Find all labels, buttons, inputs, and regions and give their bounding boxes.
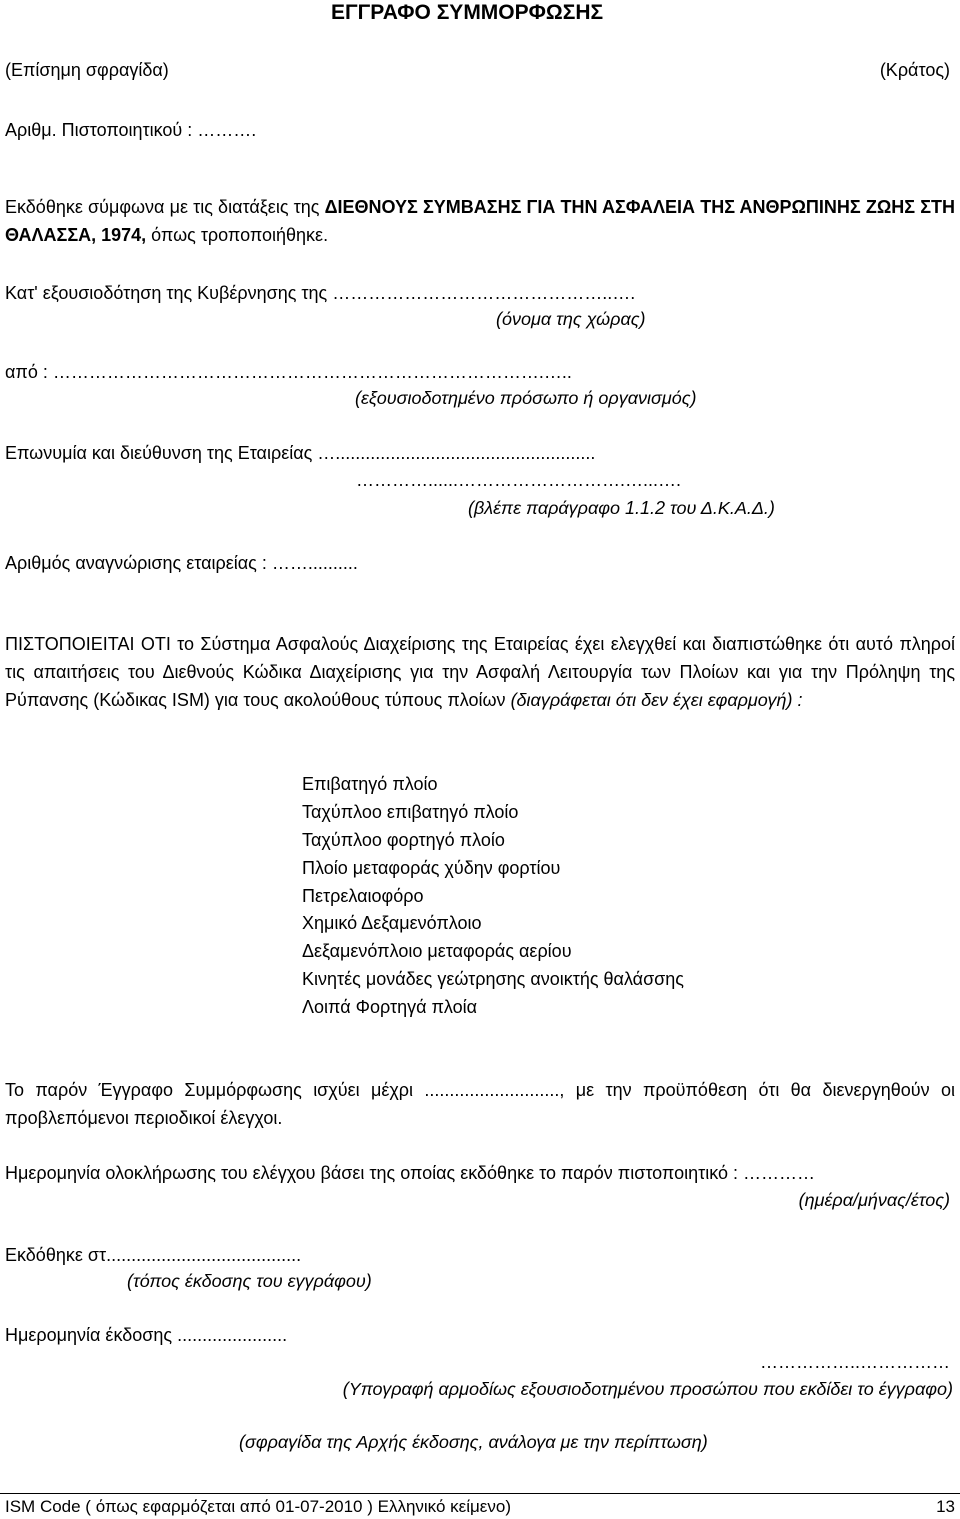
certificate-number: Αριθμ. Πιστοποιητικού : ………. [5, 120, 257, 140]
list-item: Χημικό Δεξαμενόπλοιο [302, 913, 482, 934]
issued-under-paragraph [5, 193, 955, 249]
state-label: (Κράτος) [879, 60, 950, 80]
certify-paragraph [5, 630, 955, 714]
footer-left: ISM Code ( όπως εφαρμόζεται από 01-07-2010 ) Ελληνικό κείμενο) [5, 1497, 511, 1516]
convention-name: ΔΙΕΘΝΟΥΣ ΣΥΜΒΑΣΗΣ ΓΙΑ ΤΗΝ ΑΣΦΑΛΕΙΑ ΤΗΣ ΑΝΘΡΩΠΙΝΗΣ ΖΩΗΣ ΣΤΗ ΘΑΛΑΣΣΑ, 1974, [5, 197, 956, 245]
stamp-hint: (σφραγίδα της Αρχής έκδοσης, ανάλογα με την περίπτωση) [239, 1432, 708, 1452]
from-line: από : ……………………………………………………………………….….. [5, 362, 572, 382]
list-item: Πετρελαιοφόρο [302, 885, 424, 906]
footer-divider [0, 1493, 960, 1494]
page-number: 13 [936, 1497, 955, 1516]
document-title: ΕΓΓΡΑΦΟ ΣΥΜΜΟΡΦΩΣΗΣ [331, 1, 604, 24]
issued-amended: όπως τροποποιήθηκε. [146, 225, 329, 245]
seal-label: (Επίσημη σφραγίδα) [5, 60, 169, 80]
issued-at-line: Εκδόθηκε στ....................................... [5, 1245, 302, 1265]
authority-line: Κατ' εξουσιοδότηση της Κυβέρνησης της ………………………………………..…. [5, 283, 636, 303]
validity-paragraph: Το παρόν Έγγραφο Συμμόρφωσης ισχύει μέχρι ..........................., με την προϋπόθεση ότι θα διενεργηθούν οι προβλεπόμενοι περιοδικοί έλεγχοι. [5, 1080, 955, 1128]
list-item: Ταχύπλοο φορτηγό πλοίο [302, 829, 505, 850]
ship-types-list [302, 771, 684, 1022]
list-item: Δεξαμενόπλοιο μεταφοράς αερίου [302, 941, 572, 962]
list-item: Ταχύπλοο επιβατηγό πλοίο [302, 801, 519, 822]
company-dots: …………......……………………….…...…. [356, 470, 682, 490]
company-hint: (βλέπε παράγραφο 1.1.2 του Δ.Κ.Α.Δ.) [468, 498, 775, 518]
certify-text: ΠΙΣΤΟΠΟΙΕΙΤΑΙ ΟΤΙ το Σύστημα Ασφαλούς Διαχείρισης της Εταιρείας έχει ελεγχθεί και διαπιστώθηκε ότι αυτό πληροί τις απαιτήσεις του Διεθνούς Κώδικα Διαχείρισης για την Ασφαλή Λειτουργία των Πλοίων και για την Πρόληψη της Ρύπανσης (Κώδικας ISM) για τους ακολούθους τύπους πλοίων [5, 634, 955, 710]
issued-at-hint: (τόπος έκδοσης του εγγράφου) [127, 1271, 372, 1291]
audit-date-line: Ημερομηνία ολοκλήρωσης του ελέγχου βάσει της οποίας εκδόθηκε το παρόν πιστοποιητικό : ………… [5, 1163, 816, 1183]
certify-note: (διαγράφεται ότι δεν έχει εφαρμογή) : [510, 690, 803, 710]
from-hint: (εξουσιοδοτημένο πρόσωπο ή οργανισμός) [355, 388, 697, 408]
issue-date-line: Ημερομηνία έκδοσης ...................... [5, 1325, 288, 1345]
list-item: Λοιπά Φορτηγά πλοία [302, 997, 478, 1018]
company-line: Επωνυμία και διεύθυνση της Εταιρείας ….................................................... [5, 443, 596, 463]
audit-date-hint: (ημέρα/μήνας/έτος) [798, 1190, 950, 1210]
list-item: Πλοίο μεταφοράς χύδην φορτίου [302, 857, 561, 878]
signature-dots: ……………..…………… [759, 1352, 950, 1372]
signature-hint: (Υπογραφή αρμοδίως εξουσιοδοτημένου προσώπου που εκδίδει το έγγραφο) [342, 1379, 953, 1399]
list-item: Κινητές μονάδες γεώτρησης ανοικτής θαλάσσης [302, 969, 684, 990]
company-id-line: Αριθμός αναγνώρισης εταιρείας : …….......... [5, 553, 358, 573]
list-item: Επιβατηγό πλοίο [302, 774, 438, 794]
authority-hint: (όνομα της χώρας) [496, 309, 646, 329]
issued-intro: Εκδόθηκε σύμφωνα με τις διατάξεις της [5, 197, 325, 217]
